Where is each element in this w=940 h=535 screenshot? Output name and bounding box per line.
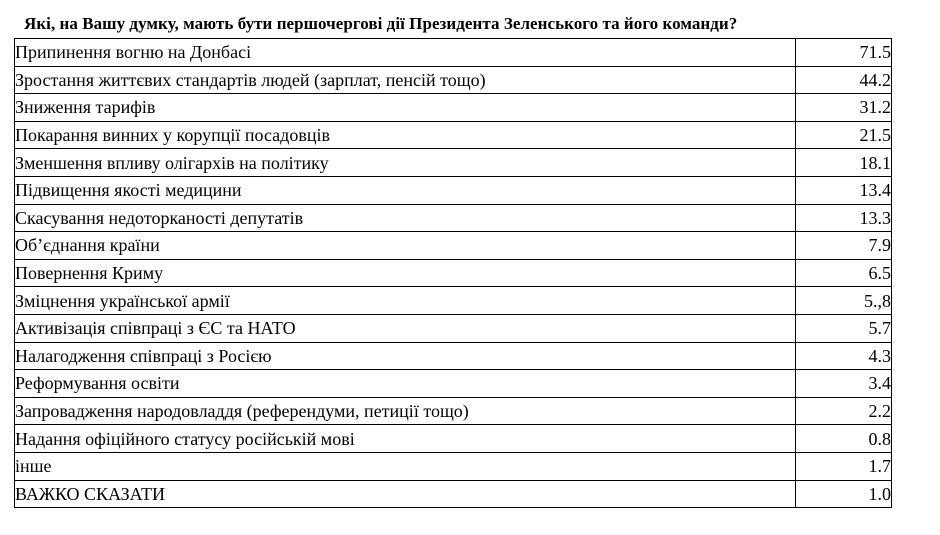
table-row — [15, 94, 892, 122]
answer-label: Реформування освіти — [15, 370, 796, 398]
answer-label: Зміцнення української армії — [15, 287, 796, 315]
answer-percent: 13.4 — [796, 176, 892, 204]
table-row — [15, 121, 892, 149]
answer-percent: 1.7 — [796, 452, 892, 480]
answer-percent: 2.2 — [796, 397, 892, 425]
answer-label: інше — [15, 452, 796, 480]
answer-percent: 0.8 — [796, 425, 892, 453]
answer-percent: 1.0 — [796, 480, 892, 508]
answer-percent: 5.7 — [796, 314, 892, 342]
answer-percent: 13.3 — [796, 204, 892, 232]
answer-label: Зменшення впливу олігархів на політику — [15, 149, 796, 177]
table-row — [15, 397, 892, 425]
answer-label: Активізація співпраці з ЄС та НАТО — [15, 314, 796, 342]
answer-percent: 4.3 — [796, 342, 892, 370]
answer-label: Повернення Криму — [15, 259, 796, 287]
table-row — [15, 314, 892, 342]
table-row — [15, 39, 892, 67]
answer-percent: 7.9 — [796, 232, 892, 260]
table-row — [15, 452, 892, 480]
answer-percent: 3.4 — [796, 370, 892, 398]
table-row — [15, 287, 892, 315]
answer-label: Покарання винних у корупції посадовців — [15, 121, 796, 149]
table-row — [15, 66, 892, 94]
answer-percent: 6.5 — [796, 259, 892, 287]
table-row — [15, 342, 892, 370]
answer-percent: 5.,8 — [796, 287, 892, 315]
answer-percent: 31.2 — [796, 94, 892, 122]
table-row — [15, 149, 892, 177]
answer-percent: 21.5 — [796, 121, 892, 149]
table-row — [15, 232, 892, 260]
answer-label: Зростання життєвих стандартів людей (зарплат, пенсій тощо) — [15, 66, 796, 94]
answer-percent: 18.1 — [796, 149, 892, 177]
results-table — [14, 38, 892, 508]
answer-label: Скасування недоторканості депутатів — [15, 204, 796, 232]
answer-label: ВАЖКО СКАЗАТИ — [15, 480, 796, 508]
answer-label: Припинення вогню на Донбасі — [15, 39, 796, 67]
answer-percent: 71.5 — [796, 39, 892, 67]
table-row — [15, 480, 892, 508]
answer-label: Налагодження співпраці з Росією — [15, 342, 796, 370]
answer-label: Зниження тарифів — [15, 94, 796, 122]
question-title: Які, на Вашу думку, мають бути першочергові дії Президента Зеленського та його команди? — [24, 14, 738, 33]
answer-label: Надання офіційного статусу російській мові — [15, 425, 796, 453]
table-row — [15, 176, 892, 204]
table-row — [15, 259, 892, 287]
answer-percent: 44.2 — [796, 66, 892, 94]
table-row — [15, 370, 892, 398]
table-row — [15, 204, 892, 232]
answer-label: Підвищення якості медицини — [15, 176, 796, 204]
answer-label: Запровадження народовладдя (референдуми, петиції тощо) — [15, 397, 796, 425]
answer-label: Об’єднання країни — [15, 232, 796, 260]
table-row — [15, 425, 892, 453]
